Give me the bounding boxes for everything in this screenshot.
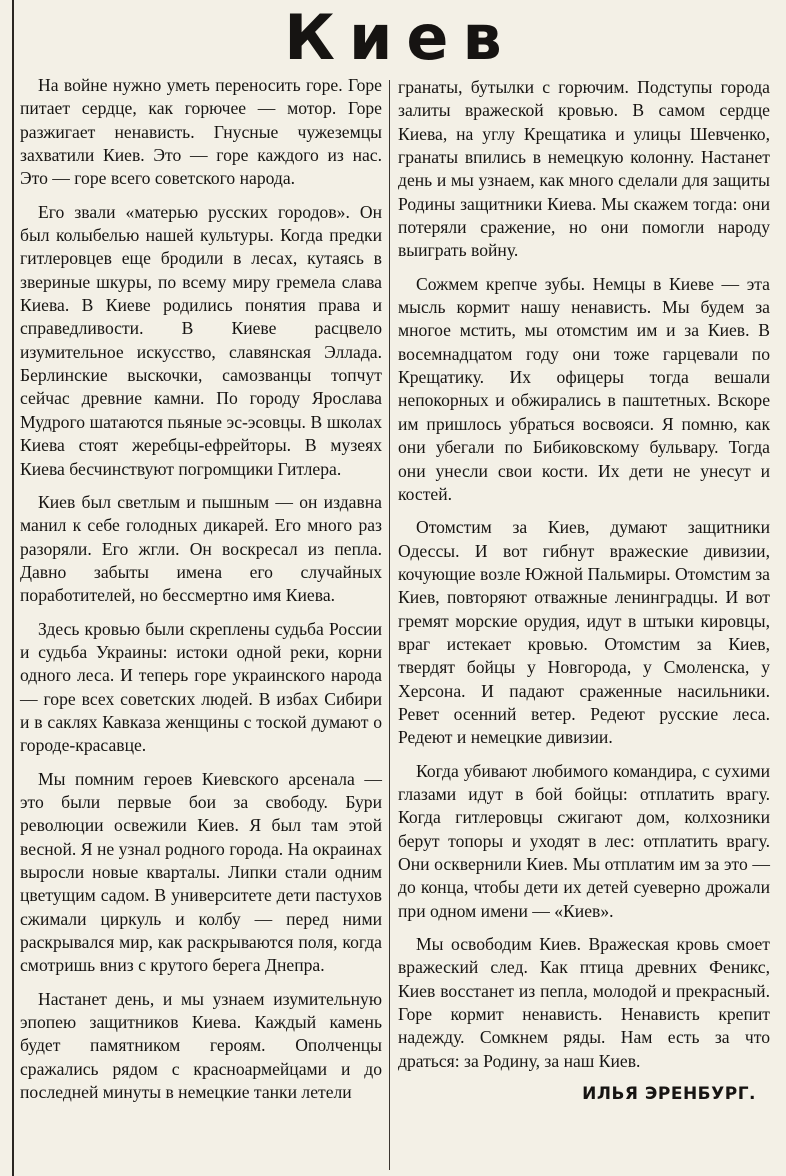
paragraph-6-continued: гранаты, бутылки с горючим. Подступы города залиты вражеской кровью. В самом сердце Киева, на углу Крещатика и улицы Шевченко, гранаты впились в немецкую колонну. Настанет день и мы узнаем, как много сделали для защиты Родины защитники Киева. Мы скажем тогда: они потеряли сражение, но они помогли народу выиграть войну. — [398, 77, 770, 261]
paragraph-7: Сожмем крепче зубы. Немцы в Киеве — эта мысль кормит нашу ненависть. Мы будем за многое мстить, мы отомстим им и за Киев. В восемнадцатом году они тоже гарцевали по Крещатику. Их офицеры тогда вешали непокорных и обжирались в паштетных. Вскоре им пришлось убраться восвояси. Я помню, как они убегали по Бибиковскому бульвару. Тогда они унесли свои кости. Их дети не унесут и костей. — [398, 273, 770, 504]
paragraph-1: На войне нужно уметь переносить горе. Горе питает сердце, как горючее — мотор. Горе разжигает ненависть. Гнусные чужеземцы захватили Киев. Это — горе каждого из нас. Это — горе всего советского народа. — [20, 75, 382, 189]
paragraph-6: Настанет день, и мы узнаем изумительную эпопею защитников Киева. Каждый камень будет памятником героям. Ополченцы сражались рядом с красноармейцами и до последней минуты в немецкие танки летели — [20, 988, 382, 1103]
paragraph-9: Когда убивают любимого командира, с сухими глазами идут в бой бойцы: отплатить врагу. Когда гитлеровцы сжигают дом, колхозники берут топоры и уходят в лес: отплатить врагу. Они осквернили Киев. Мы отплатим им за это — до конца, чтобы дети их детей суеверно дрожали при одном имени — «Киев». — [398, 760, 770, 921]
author-signature: ИЛЬЯ ЭРЕНБУРГ. — [582, 1084, 756, 1105]
paragraph-10: Мы освободим Киев. Вражеская кровь смоет вражеский след. Как птица древних Феникс, Киев восстанет из пепла, молодой и прекрасный. Горе кормит ненависть. Ненависть крепит надежду. Сомкнем ряды. Нам есть за что драться: за Родину, за наш Киев. — [398, 934, 770, 1071]
column-divider — [389, 80, 390, 1170]
right-column — [398, 76, 770, 1106]
paragraph-3: Киев был светлым и пышным — он издавна манил к себе голодных дикарей. Его много раз разоряли. Его жгли. Он воскресал из пепла. Давно забыты имена его случайных поработителей, но бессмертно имя Киева. — [20, 491, 382, 606]
paragraph-2: Его звали «матерью русских городов». Он был колыбелью нашей культуры. Когда предки гитлеровцев еще бродили в лесах, кутаясь в звериные шкуры, по всему миру гремела слава Киева. В Киеве родились понятия права и справедливости. В Киеве расцвело изумительное искусство, славянская Эллада. Берлинские выскочки, самозванцы топчут сейчас древние камни. По городу Ярослава Мудрого шатаются пьяные эс-эсовцы. В школах Киева стоят жеребцы-ефрейторы. В музеях Киева бесчинствуют погромщики Гитлера. — [20, 201, 382, 479]
paragraph-8: Отомстим за Киев, думают защитники Одессы. И вот гибнут вражеские дивизии, кочующие возле Южной Пальмиры. Отомстим за Киев, повторяют отважные ленинградцы. И вот гремят морские орудия, идут в штыки кировцы, враг истекает кровью. Отомстим за Киев, твердят бойцы у Новгорода, у Смоленска, у Херсона. И падают сраженные насильники. Ревет осенний ветер. Редеют русские леса. Редеют и немецкие дивизии. — [398, 517, 770, 748]
article-title: Киев — [284, 1, 516, 74]
paragraph-4: Здесь кровью были скреплены судьба России и судьба Украины: истоки одной реки, корни одного леса. И теперь горе украинского народа — горе всех советских людей. В избах Сибири и в саклях Кавказа женщины с тоской думают о городе-красавце. — [20, 618, 382, 756]
left-page-rule — [12, 0, 14, 1176]
left-column — [20, 74, 382, 1114]
paragraph-5: Мы помним героев Киевского арсенала — это были первые бои за свободу. Бури революции освежили Киев. Я был там этой весной. Я не узнал родного города. На окраинах выросли новые кварталы. Липки стали одним цветущим садом. В университете дети пастухов сжимали циркуль и колбу — перед ними раскрывался мир, как раскрываются поля, когда смотришь вниз с крутого берега Днепра. — [20, 768, 382, 976]
